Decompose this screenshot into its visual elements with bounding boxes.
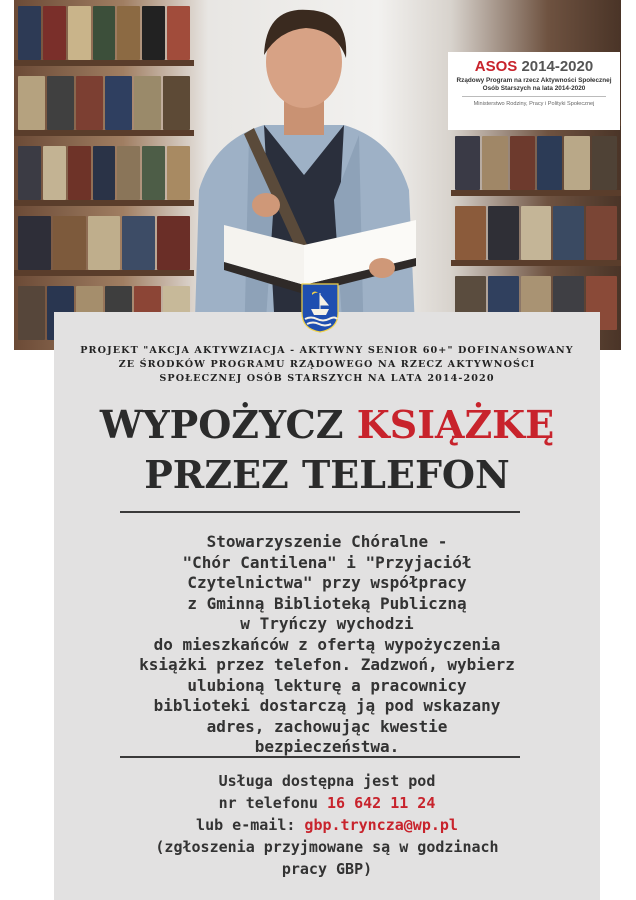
body-line: Stowarzyszenie Chóralne - [206,532,448,551]
body-line: w Tryńczy wychodzi [240,614,414,633]
asos-logo-subtitle-line2: Osób Starszych na lata 2014-2020 [482,84,586,92]
contact-phone-label: nr telefonu [218,794,318,812]
asos-logo-name: ASOS [474,58,518,75]
contact-email-row [54,814,600,836]
asos-logo-title [448,58,620,75]
contact-email-label: lub e-mail: [196,816,296,834]
body-line: ulubioną lekturę a pracownicy [187,675,467,695]
project-description: PROJEKT "AKCJA AKTYWZIACJA - AKTYWNY SENIOR 60+" DOFINANSOWANY ZE ŚRODKÓW PROGRAMU RZĄDOWEGO NA RZECZ AKTYWNOŚCI SPOŁECZNEJ OSÓB STARSZYCH NA LATA 2014-2020 [80,345,574,384]
announcement-body [54,532,600,758]
contact-intro: Usługa dostępna jest pod [218,772,436,790]
body-line: adres, zachowując kwestie [206,716,448,736]
coat-of-arms-icon [301,283,339,333]
body-line: biblioteki dostarczą ją pod wskazany [153,696,501,715]
contact-phone-row [54,792,600,814]
asos-logo-ministry: Ministerstwo Rodziny, Pracy i Polityki Społecznej [473,101,595,107]
contact-phone-number[interactable]: 16 642 11 24 [327,794,436,812]
contact-info [54,770,600,880]
headline-line2: PRZEZ TELEFON [144,452,510,497]
body-line: Czytelnictwa" przy współpracy [187,573,467,592]
contact-note-line2: pracy GBP) [281,860,373,878]
body-line: "Chór Cantilena" i "Przyjaciół [182,552,472,572]
contact-email-link[interactable]: gbp.tryncza@wp.pl [304,816,458,834]
body-line: bezpieczeństwa. [254,737,400,756]
headline [54,400,600,500]
asos-logo-divider [462,96,606,97]
asos-logo-years: 2014-2020 [521,58,594,75]
asos-logo [448,52,620,130]
asos-logo-subtitle [454,77,614,92]
headline-line1 [54,400,600,450]
body-line: z Gminną Biblioteką Publiczną [187,593,467,613]
contact-note-line1: (zgłoszenia przyjmowane są w godzinach [155,838,499,856]
asos-logo-subtitle-line1: Rządowy Program na rzecz Aktywności Społecznej [456,77,612,84]
divider-top [120,511,520,513]
headline-word-book: KSIĄŻKĘ [356,402,555,447]
body-line: do mieszkańców z ofertą wypożyczenia [153,634,501,654]
headline-word-borrow: WYPOŻYCZ [99,402,344,447]
body-line: książki przez telefon. Zadzwoń, wybierz [139,655,515,674]
divider-bottom [120,756,520,758]
info-panel [54,312,600,900]
